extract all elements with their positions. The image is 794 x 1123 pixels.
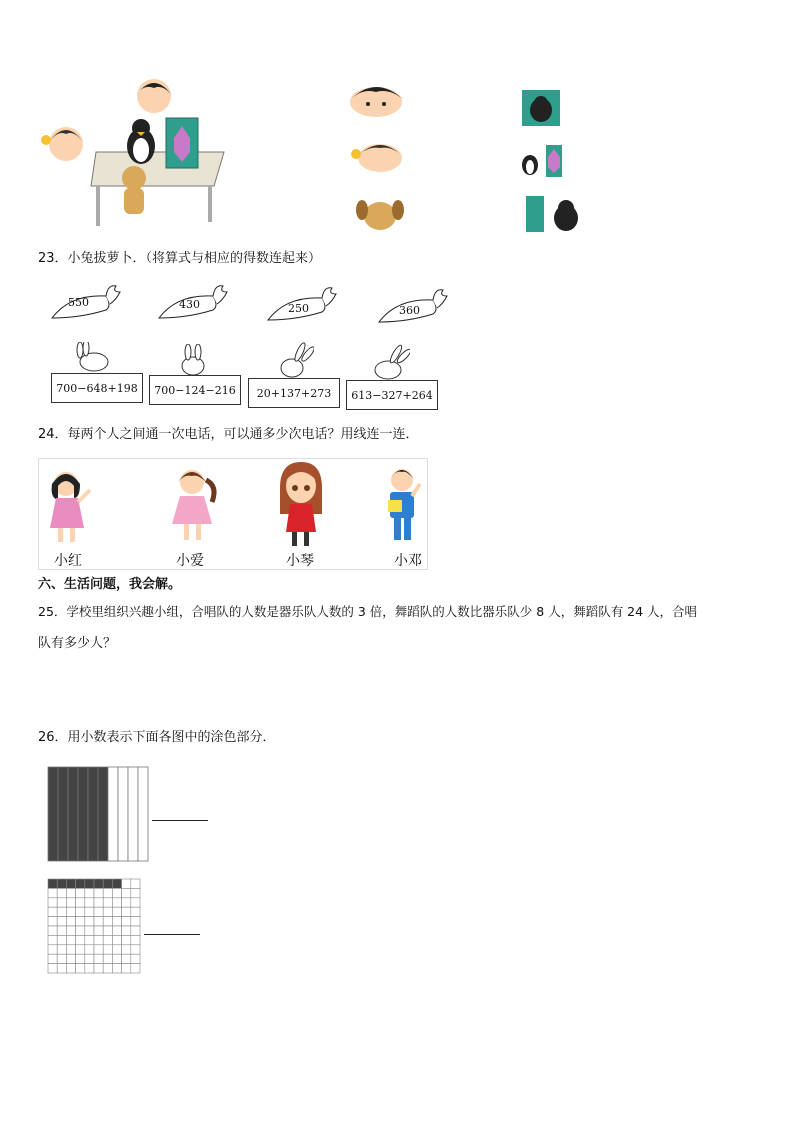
dog-face: [356, 196, 404, 232]
grid-cell: [85, 907, 94, 916]
grid-cell: [112, 907, 121, 916]
carrot-2: [157, 280, 229, 324]
grid-cell: [85, 964, 94, 973]
grid-cell: [76, 964, 85, 973]
grid-cell: [94, 888, 103, 897]
grid-cell: [131, 898, 140, 907]
grid-cell: [48, 954, 57, 963]
grid-cell: [103, 907, 112, 916]
decimal-grid-hundred: [47, 878, 141, 974]
rabbit-icon: [72, 342, 116, 372]
name-label: 小邓: [394, 553, 422, 569]
view-option-3: [526, 196, 582, 232]
view-option-1: [522, 90, 560, 126]
grid-cell: [76, 935, 85, 944]
carrot-1: [50, 280, 122, 324]
name-label: 小琴: [286, 553, 314, 569]
grid-cell: [85, 945, 94, 954]
expression-text: 700−648+198: [56, 381, 138, 395]
grid-cell: [103, 926, 112, 935]
person-xiaoai: [168, 466, 220, 546]
grid-cell: [66, 954, 75, 963]
person-xiaohong: [44, 468, 94, 544]
grid-cell: [103, 898, 112, 907]
grid-cell: [48, 888, 57, 897]
grid-cell: [48, 964, 57, 973]
grid-cell: [112, 935, 121, 944]
grid-cell: [66, 917, 75, 926]
grid-cell: [112, 954, 121, 963]
grid-cell: [76, 945, 85, 954]
carrot-number: 430: [179, 298, 200, 311]
grid-cell: [48, 935, 57, 944]
rabbit-icon: [370, 344, 410, 380]
grid-cell: [131, 964, 140, 973]
grid-cell: [131, 935, 140, 944]
grid-column: [98, 767, 108, 861]
grid-cell: [85, 879, 94, 888]
answer-blank-1[interactable]: [152, 820, 208, 821]
grid-cell: [103, 945, 112, 954]
grid-cell: [85, 954, 94, 963]
grid-cell: [66, 898, 75, 907]
q25-line2: 队有多少人？: [38, 636, 117, 651]
grid-cell: [94, 926, 103, 935]
decimal-grid-columns: [47, 766, 149, 862]
grid-cell: [76, 879, 85, 888]
grid-column: [128, 767, 138, 861]
q23-title: 23．小兔拔萝卜．（将算式与相应的得数连起来）: [38, 251, 322, 266]
grid-cell: [103, 879, 112, 888]
grid-cell: [76, 907, 85, 916]
grid-cell: [131, 926, 140, 935]
grid-cell: [94, 879, 103, 888]
grid-cell: [112, 879, 121, 888]
grid-cell: [103, 888, 112, 897]
grid-cell: [76, 954, 85, 963]
grid-cell: [85, 888, 94, 897]
q26-title: 26．用小数表示下面各图中的涂色部分．: [38, 730, 276, 745]
grid-cell: [66, 926, 75, 935]
grid-cell: [131, 945, 140, 954]
grid-cell: [94, 964, 103, 973]
grid-cell: [131, 907, 140, 916]
grid-cell: [103, 954, 112, 963]
grid-cell: [57, 888, 66, 897]
carrot-4: [377, 284, 449, 328]
grid-cell: [131, 879, 140, 888]
grid-cell: [122, 879, 131, 888]
grid-cell: [85, 898, 94, 907]
grid-cell: [112, 898, 121, 907]
grid-column: [88, 767, 98, 861]
section-title: 六、生活问题，我会解。: [38, 577, 182, 592]
q25-line1: 25．学校里组织兴趣小组，合唱队的人数是器乐队人数的 3 倍，舞蹈队的人数比器乐队少 8 人，舞蹈队有 24 人，合唱: [38, 604, 698, 619]
grid-cell: [66, 888, 75, 897]
expression-text: 700−124−216: [154, 383, 236, 397]
grid-cell: [122, 907, 131, 916]
grid-cell: [122, 898, 131, 907]
grid-cell: [48, 879, 57, 888]
grid-cell: [76, 888, 85, 897]
name-label: 小爱: [176, 553, 204, 569]
name-label: 小红: [54, 553, 82, 569]
grid-cell: [76, 917, 85, 926]
grid-cell: [66, 935, 75, 944]
grid-cell: [57, 954, 66, 963]
grid-cell: [131, 888, 140, 897]
expression-box: [149, 375, 241, 405]
people-panel: [38, 458, 428, 570]
grid-cell: [57, 945, 66, 954]
q24-title: 24．每两个人之间通一次电话，可以通多少次电话？用线连一连．: [38, 427, 419, 442]
grid-cell: [48, 898, 57, 907]
grid-cell: [94, 935, 103, 944]
grid-cell: [66, 879, 75, 888]
grid-cell: [131, 954, 140, 963]
grid-cell: [112, 917, 121, 926]
grid-cell: [57, 879, 66, 888]
grid-cell: [112, 945, 121, 954]
answer-blank-2[interactable]: [144, 934, 200, 935]
grid-cell: [57, 935, 66, 944]
grid-cell: [57, 907, 66, 916]
grid-cell: [103, 964, 112, 973]
grid-cell: [85, 917, 94, 926]
grid-cell: [103, 917, 112, 926]
grid-cell: [94, 907, 103, 916]
grid-cell: [57, 917, 66, 926]
grid-cell: [122, 954, 131, 963]
grid-cell: [131, 917, 140, 926]
grid-cell: [57, 926, 66, 935]
expression-text: 20+137+273: [256, 386, 332, 400]
carrot-number: 550: [68, 296, 89, 309]
grid-cell: [76, 898, 85, 907]
grid-column: [138, 767, 148, 861]
grid-cell: [94, 945, 103, 954]
grid-column: [58, 767, 68, 861]
grid-cell: [94, 954, 103, 963]
carrot-number: 250: [288, 302, 309, 315]
grid-cell: [57, 898, 66, 907]
grid-cell: [66, 964, 75, 973]
grid-cell: [112, 964, 121, 973]
grid-cell: [122, 917, 131, 926]
grid-column: [118, 767, 128, 861]
grid-cell: [48, 917, 57, 926]
expression-box: [248, 378, 340, 408]
carrot-number: 360: [399, 304, 420, 317]
grid-cell: [122, 935, 131, 944]
grid-cell: [48, 945, 57, 954]
grid-column: [78, 767, 88, 861]
grid-cell: [112, 888, 121, 897]
grid-column: [48, 767, 58, 861]
grid-cell: [66, 907, 75, 916]
grid-cell: [57, 964, 66, 973]
grid-column: [108, 767, 118, 861]
grid-cell: [112, 926, 121, 935]
grid-cell: [122, 926, 131, 935]
grid-cell: [122, 888, 131, 897]
expression-box: [346, 380, 438, 410]
expression-box: [51, 373, 143, 403]
grid-cell: [94, 898, 103, 907]
grid-cell: [85, 935, 94, 944]
grid-cell: [48, 926, 57, 935]
scene-illustration: [36, 78, 226, 228]
girl-face: [350, 138, 406, 174]
rabbit-icon: [176, 344, 210, 376]
grid-cell: [94, 917, 103, 926]
grid-cell: [122, 964, 131, 973]
grid-cell: [66, 945, 75, 954]
grid-cell: [48, 907, 57, 916]
expression-text: 613−327+264: [351, 388, 433, 402]
carrot-3: [266, 282, 338, 326]
grid-cell: [122, 945, 131, 954]
rabbit-icon: [276, 342, 314, 378]
person-xiaoqin: [276, 462, 326, 550]
boy-face: [346, 82, 408, 118]
grid-cell: [85, 926, 94, 935]
person-xiaodeng: [382, 466, 426, 546]
view-option-2: [520, 145, 566, 177]
grid-cell: [76, 926, 85, 935]
grid-cell: [103, 935, 112, 944]
grid-column: [68, 767, 78, 861]
